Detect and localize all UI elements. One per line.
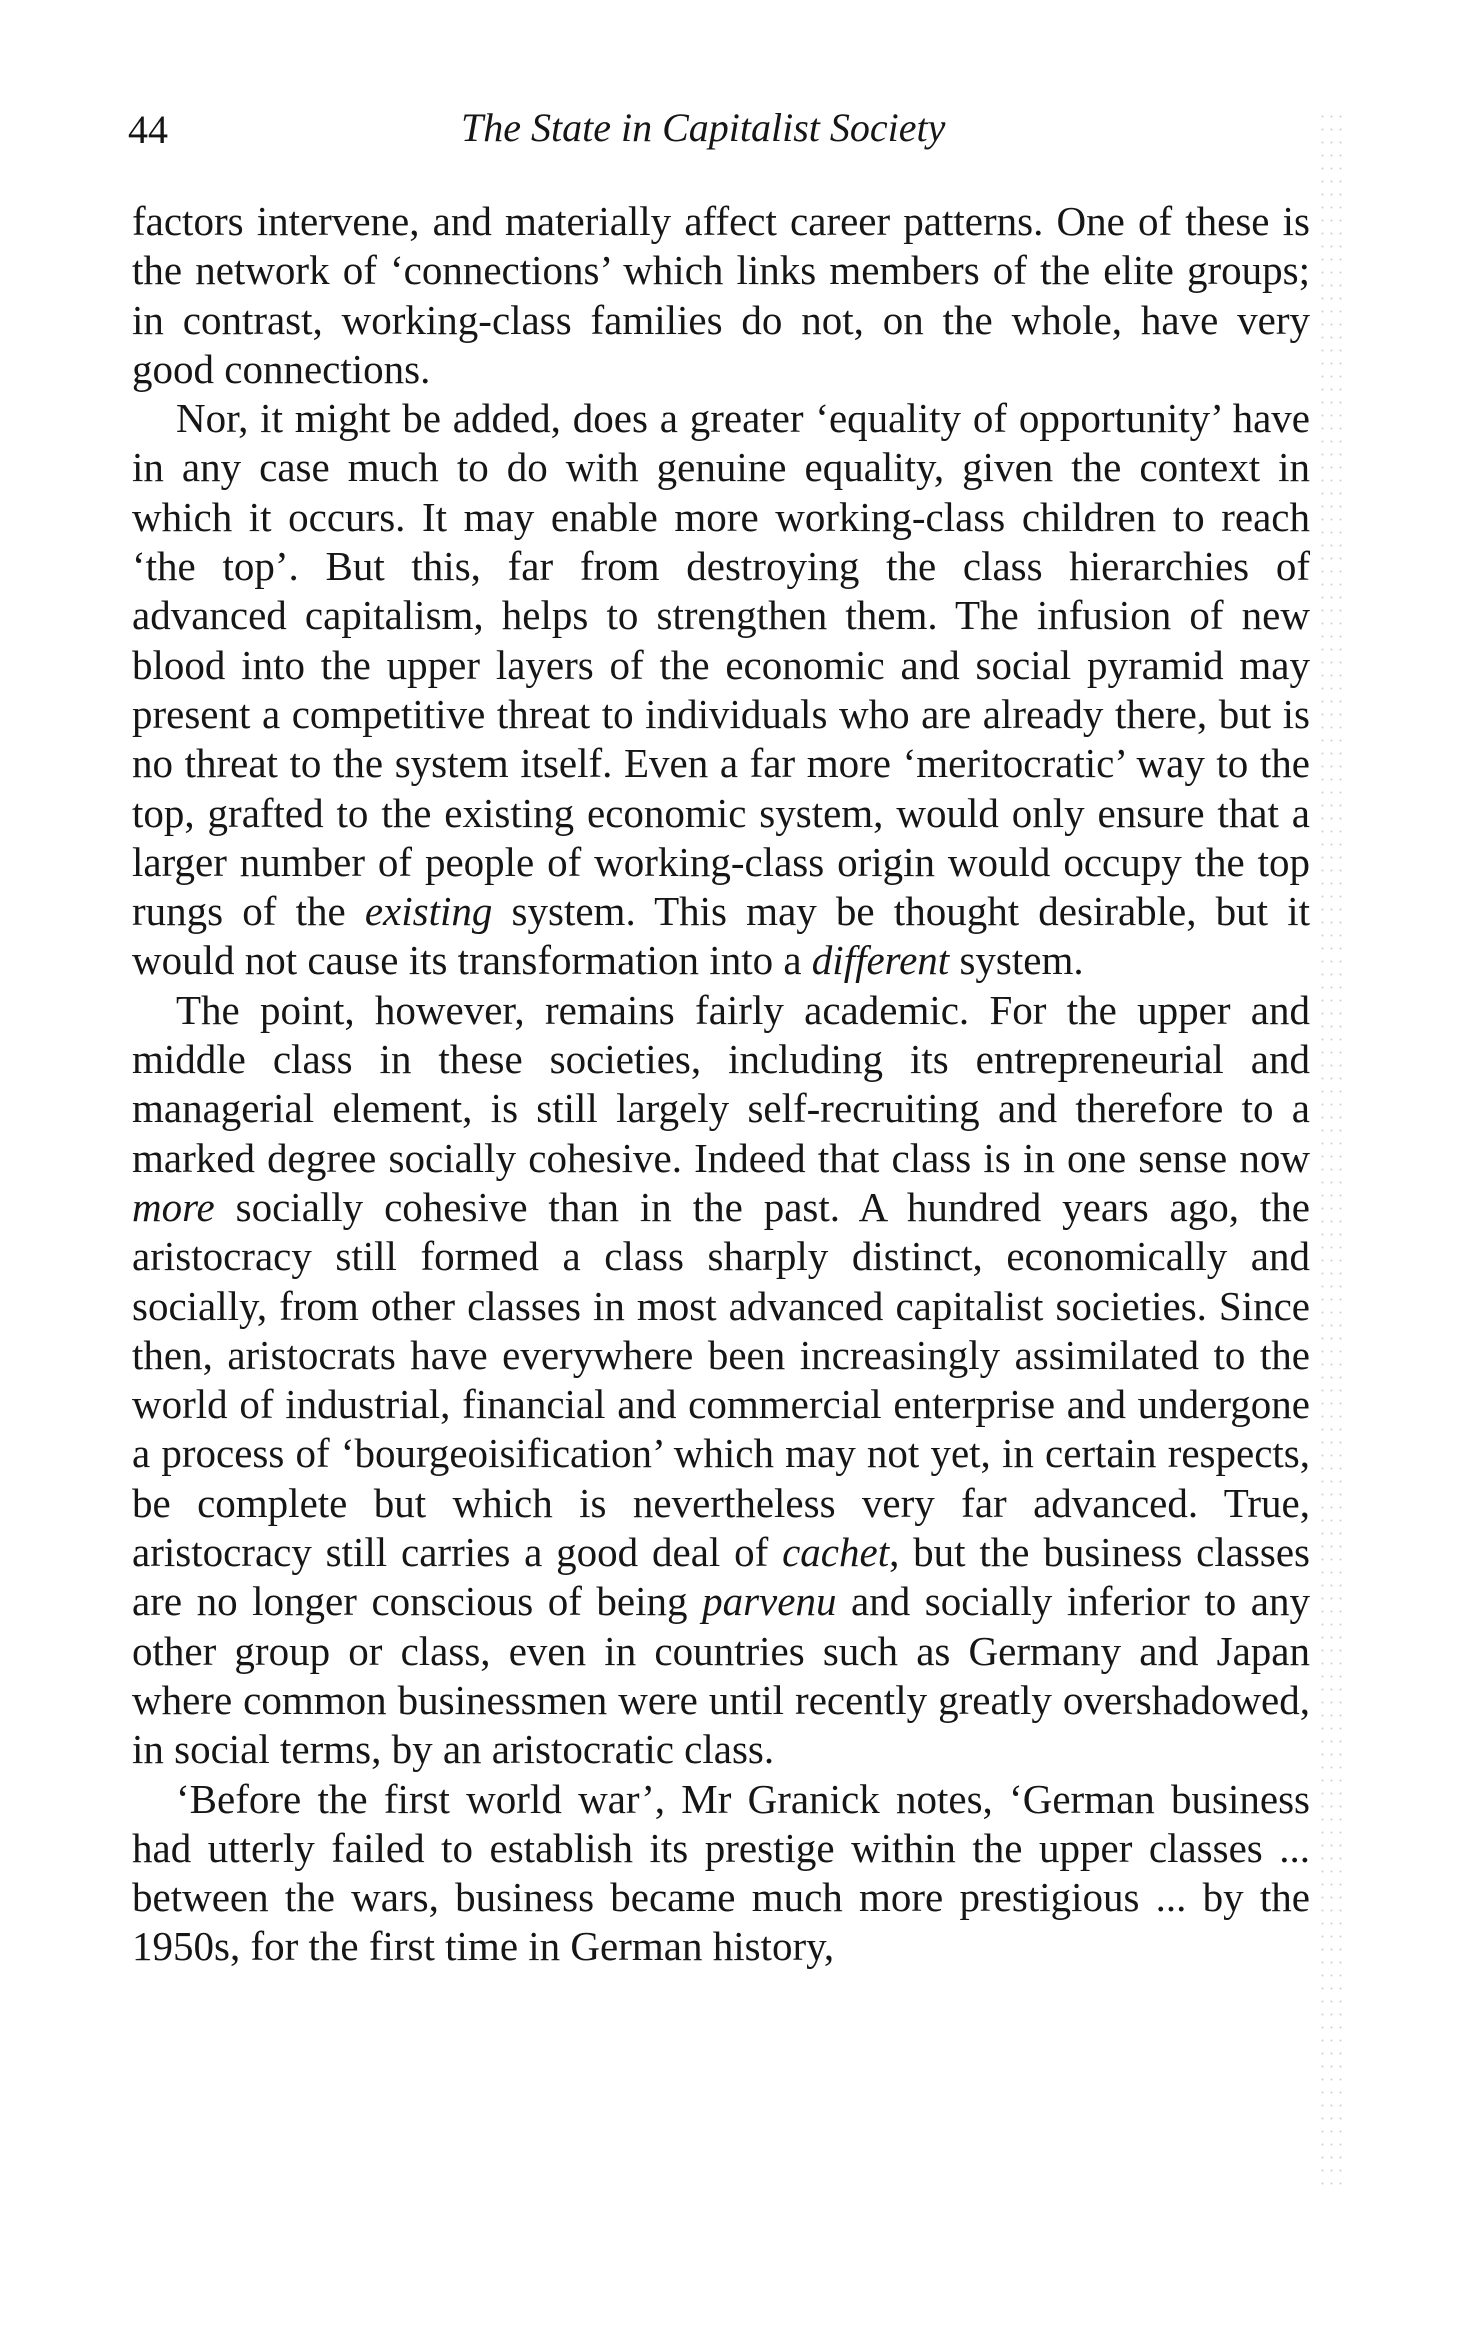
italic-parvenu: parvenu (702, 1578, 837, 1625)
paragraph-2-text-b: system. This may be thought desirable, but it would not cause its transformation into a (132, 888, 1310, 984)
paragraph-3-text-c: , but the business classes are no longer conscious of being (132, 1529, 1310, 1625)
page-header (128, 100, 1313, 160)
running-head: The State in Capitalist Society (461, 105, 946, 150)
paragraph-1-text: factors intervene, and materially affect career patterns. One of these is the network of ‘connections’ which links members of the elite groups; in contrast, working-class families do not, on the whole, have very good connections. (132, 198, 1310, 392)
paragraph-3-text-a: The point, however, remains fairly academic. For the upper and middle class in these societies, including its entrepreneurial and managerial element, is still largely self-recruiting and therefore to a marked degree socially cohesive. Indeed that class is in one sense now (132, 986, 1310, 1181)
italic-more: more (132, 1183, 215, 1230)
page-number: 44 (128, 107, 168, 152)
italic-cachet: cachet (782, 1529, 890, 1576)
body-text (132, 197, 1310, 1972)
italic-existing: existing (364, 888, 493, 935)
paragraph-3-text-d: and socially inferior to any other group or class, even in countries such as Germany and Japan where common businessmen were until recently greatly overshadowed, in social terms, by an aristocratic class. (132, 1578, 1310, 1773)
paragraph-1 (132, 197, 1310, 394)
paragraph-2-text-a: Nor, it might be added, does a greater ‘equality of opportunity’ have in any case much to do with genuine equality, given the context in which it occurs. It may enable more working-class children to reach ‘the top’. But this, far from destroying the class hierarchies of advanced capitalism, helps to strengthen them. The infusion of new blood into the upper layers of the economic and social pyramid may present a competitive threat to individuals who are already there, but is no threat to the system itself. Even a far more ‘meritocratic’ way to the top, grafted to the existing economic system, would only ensure that a larger number of people of working-class origin would occupy the top rungs of the (132, 395, 1310, 935)
paragraph-3-text-b: socially cohesive than in the past. A hundred years ago, the aristocracy still formed a class sharply distinct, economically and socially, from other classes in most advanced capitalist societies. Since then, aristocrats have everywhere been increasingly assimilated to the world of industrial, financial and commercial enterprise and undergone a process of ‘bourgeoisification’ which may not yet, in certain respects, be complete but which is nevertheless very far advanced. True, aristocracy still carries a good deal of (132, 1183, 1310, 1576)
paragraph-3 (132, 986, 1310, 1775)
paragraph-4 (132, 1775, 1310, 1972)
paragraph-2 (132, 394, 1310, 986)
paragraph-2-text-c: system. (949, 937, 1084, 984)
scan-edge-artifact (1318, 110, 1348, 2190)
italic-different: different (811, 937, 950, 984)
paragraph-4-text: ‘Before the first world war’, Mr Granick notes, ‘German business had utterly failed to establish its prestige within the upper classes ... between the wars, business became much more prestigious ... by the 1950s, for the first time in German history, (132, 1775, 1310, 1970)
